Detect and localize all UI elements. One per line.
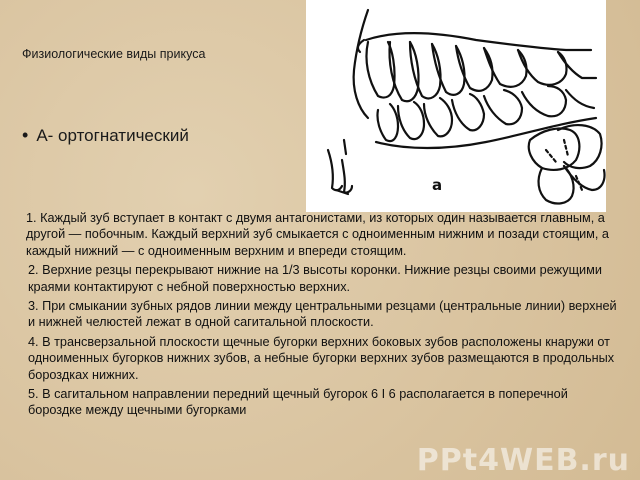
paragraph-4: 4. В трансверзальной плоскости щечные бугорки верхних боковых зубов расположены кнаружи от одноименных бугорков нижних зубов, а небные бугорки верхних зубов размещаются в продольных бороздках нижних.: [28, 334, 615, 382]
paragraph-1: 1. Каждый зуб вступает в контакт с двумя антагонистами, из которых один называется главным, а другой — побочным. Каждый верхний зуб смыкается с одноименным нижним и позади стоящим, а каждый нижний — с одноименным верхним и впереди стоящим.: [26, 211, 609, 258]
teeth-illustration: [306, 0, 606, 212]
bullet-text: А- ортогнатический: [36, 125, 189, 145]
paragraph-2: 2. Верхние резцы перекрывают нижние на 1/3 высоты коронки. Нижние резцы своими режущими краями контактируют с небной поверхностью верхних.: [28, 263, 602, 294]
slide-title: Физиологические виды прикуса: [22, 47, 206, 61]
figure-label: а: [432, 176, 443, 194]
body-text: [22, 210, 622, 422]
paragraph-3: 3. При смыкании зубных рядов линии между центральными резцами (центральные линии) верхней и нижней челюстей лежат в одной сагитальной плоскости.: [28, 299, 617, 330]
paragraph-5: 5. В сагитальном направлении передний щечный бугорок 6 I 6 располагается в поперечной бороздке между щечными бугорками: [28, 387, 568, 418]
orthognathic-bite-drawing: [306, 0, 606, 212]
bullet-item: [22, 125, 189, 146]
bullet-dot-icon: •: [22, 125, 29, 145]
watermark: PPt4WEB.ru: [416, 443, 630, 478]
